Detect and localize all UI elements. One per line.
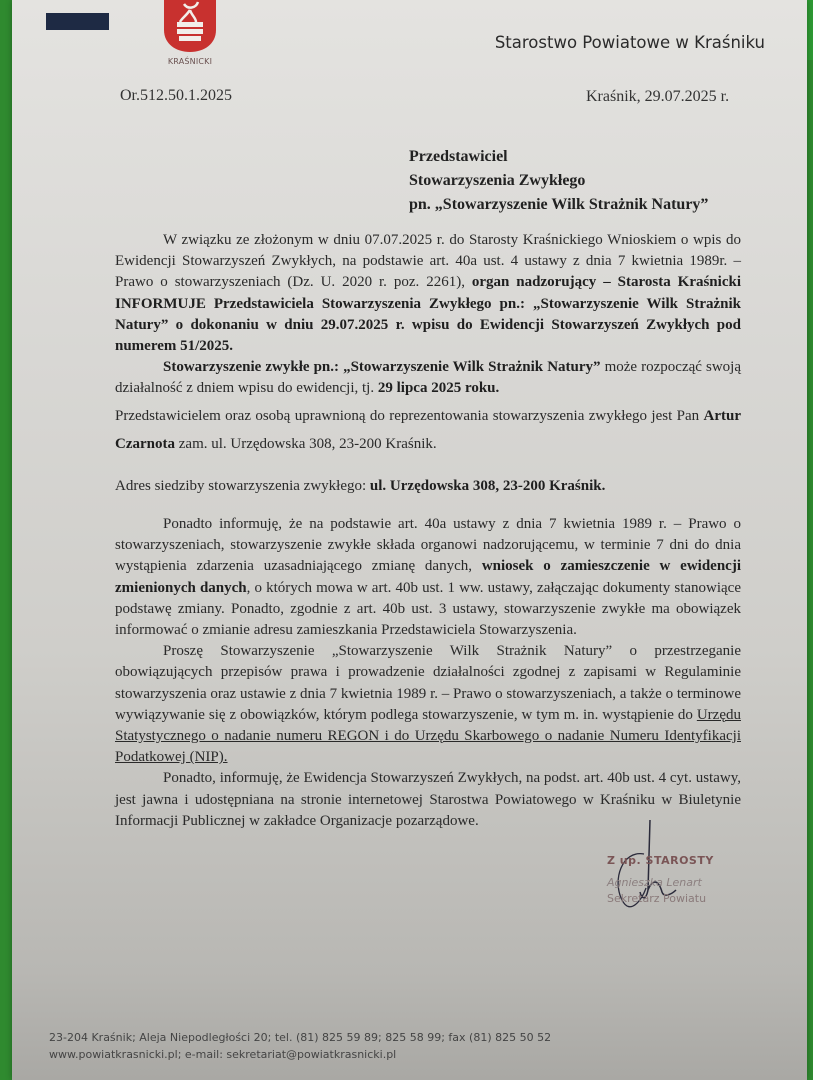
document-page — [12, 0, 807, 1080]
stamp-title: Z up. STAROSTY — [607, 854, 714, 867]
paragraph-registry: Ponadto, informuję, że Ewidencja Stowarzyszeń Zwykłych, na podst. art. 40b ust. 4 cyt. ustawy, jest jawna i udostępniana na stronie internetowej Starostwa Powiatowego w Kraśniku w Biuletynie Informacji Publicznej w zakładce Organizacje pozarządowe. — [115, 770, 741, 829]
reference-number: Or.512.50.1.2025 — [120, 87, 232, 104]
stamp-name: Agnieszka Lenart — [607, 876, 702, 889]
addressee-line: Przedstawiciel — [409, 148, 508, 165]
crest-label: KRAŚNICKI — [167, 57, 213, 66]
letter-body — [115, 230, 741, 400]
paragraph-changes: Ponadto informuję, że na podstawie art. 40a ustawy z dnia 7 kwietnia 1989 r. – Prawo o stowarzyszeniach, stowarzyszenie zwykłe składa organowi nadzorującemu, w terminie 7 dni do dnia wystąpienia zdarzenia uzasadniającego zmianę danych, wniosek o zamieszczenie w ewidencji zmienionych danych, o których mowa w art. 40b ust. 1 ww. ustawy, załączając dokumenty stanowiące podstawę zmiany. Ponadto, zgodnie z art. 40b ust. 3 ustawy, stowarzyszenie zwykłe ma obowiązek informować o zmianie adresu zamieszkania Przedstawiciela Stowarzyszenia. — [115, 516, 742, 639]
paragraph-start: Stowarzyszenie zwykłe pn.: „Stowarzyszenie Wilk Strażnik Natury” może rozpocząć swoją działalność z dniem wpisu do ewidencji, tj. 29 lipca 2025 roku. — [115, 359, 741, 397]
letter-body-2 — [115, 514, 741, 832]
footer — [49, 1029, 551, 1063]
paragraph-representative: Przedstawicielem oraz osobą uprawnioną do reprezentowania stowarzyszenia zwykłego jest Pan Artur Czarnota zam. ul. Urzędowska 308, 23-200 Kraśnik. — [115, 408, 741, 452]
paragraph-address: Adres siedziby stowarzyszenia zwykłego: ul. Urzędowska 308, 23-200 Kraśnik. — [115, 478, 606, 494]
footer-contact: www.powiatkrasnicki.pl; e-mail: sekretariat@powiatkrasnicki.pl — [49, 1048, 397, 1061]
place-date: Kraśnik, 29.07.2025 r. — [586, 88, 730, 105]
redaction-bar — [46, 13, 109, 30]
addressee-line: Stowarzyszenia Zwykłego — [409, 172, 586, 189]
coat-of-arms-icon — [160, 0, 220, 52]
addressee — [409, 145, 708, 217]
official-stamp — [607, 850, 714, 910]
addressee-line: pn. „Stowarzyszenie Wilk Strażnik Natury” — [409, 196, 709, 213]
footer-address: 23-204 Kraśnik; Aleja Niepodległości 20; tel. (81) 825 59 89; 825 58 99; fax (81) 825 50 52 — [49, 1031, 552, 1044]
paragraph-request: Proszę Stowarzyszenie „Stowarzyszenie Wilk Strażnik Natury” o przestrzeganie obowiązujących przepisów prawa i prowadzenie działalności zgodnej z zapisami w Regulaminie stowarzyszenia oraz ustawie z dnia 7 kwietnia 1989 r. – Prawo o stowarzyszeniach, a także o terminowe wywiązywanie się z obowiązków, którym podlega stowarzyszenie, w tym m. in. wystąpienie do Urzędu Statystycznego o nadanie numeru REGON i do Urzędu Skarbowego o nadanie Numeru Identyfikacji Podatkowej (NIP). — [115, 643, 741, 766]
stamp-role: Sekretarz Powiatu — [607, 892, 707, 905]
office-name: Starostwo Powiatowe w Kraśniku — [494, 33, 765, 52]
paragraph-notice: W związku ze złożonym w dniu 07.07.2025 r. do Starosty Kraśnickiego Wnioskiem o wpis do Ewidencji Stowarzyszeń Zwykłych, na podstawie art. 40a ust. 4 ustawy z dnia 7 kwietnia 1989r. – Prawo o stowarzyszeniach (Dz. U. 2020 r. poz. 2261), organ nadzorujący – Starosta Kraśnicki INFORMUJE Przedstawiciela Stowarzyszenia Zwykłego pn.: „Stowarzyszenie Wilk Strażnik Natury” o dokonaniu w dniu 29.07.2025 r. wpisu do Ewidencji Stowarzyszeń Zwykłych pod numerem 51/2025. — [115, 232, 741, 355]
